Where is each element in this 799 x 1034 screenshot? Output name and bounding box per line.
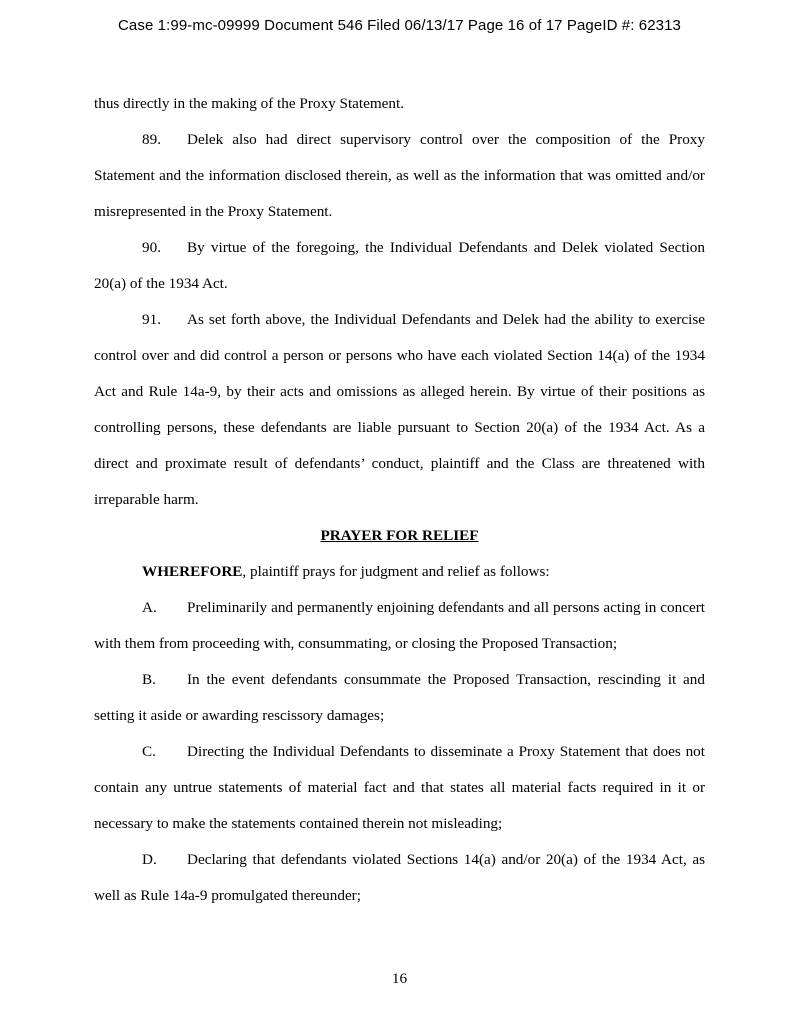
paragraph-number: 90. bbox=[142, 239, 161, 256]
paragraph-text: By virtue of the foregoing, the Individual Defendants and Delek violated Section 20(a) of the 1934 Act. bbox=[94, 239, 705, 292]
relief-letter: D. bbox=[142, 851, 157, 868]
relief-text: Preliminarily and permanently enjoining defendants and all persons acting in concert with them from proceeding with, consummating, or closing the Proposed Transaction; bbox=[94, 599, 705, 652]
relief-item-b bbox=[94, 662, 705, 734]
relief-item-d bbox=[94, 842, 705, 914]
case-header: Case 1:99-mc-09999 Document 546 Filed 06/13/17 Page 16 of 17 PageID #: 62313 bbox=[118, 17, 681, 34]
paragraph-89 bbox=[94, 122, 705, 230]
relief-letter: A. bbox=[142, 599, 157, 616]
paragraph-number: 89. bbox=[142, 131, 161, 148]
paragraph-continuation: thus directly in the making of the Proxy Statement. bbox=[94, 95, 405, 112]
relief-letter: C. bbox=[142, 743, 156, 760]
paragraph-text: Delek also had direct supervisory control over the composition of the Proxy Statement and the information disclosed therein, as well as the information that was omitted and/or misrepresented in the Proxy Statement. bbox=[94, 131, 705, 220]
paragraph-91 bbox=[94, 302, 705, 518]
section-heading: PRAYER FOR RELIEF bbox=[320, 527, 479, 544]
relief-text: Directing the Individual Defendants to disseminate a Proxy Statement that does not contain any untrue statements of material fact and that states all material facts required in it or necessary to make the statements contained therein not misleading; bbox=[94, 743, 705, 832]
paragraph-90 bbox=[94, 230, 705, 302]
intro-bold: WHEREFORE bbox=[142, 563, 243, 580]
paragraph-text: As set forth above, the Individual Defendants and Delek had the ability to exercise control over and did control a person or persons who have each violated Section 14(a) of the 1934 Act and Rule 14a-9, by their acts and omissions as alleged herein. By virtue of their positions as controlling persons, these defendants are liable pursuant to Section 20(a) of the 1934 Act. As a direct and proximate result of defendants’ conduct, plaintiff and the Class are threatened with irreparable harm. bbox=[94, 311, 705, 508]
relief-text: In the event defendants consummate the Proposed Transaction, rescinding it and setting it aside or awarding rescissory damages; bbox=[94, 671, 705, 724]
paragraph-number: 91. bbox=[142, 311, 161, 328]
relief-item-c bbox=[94, 734, 705, 842]
prayer-intro bbox=[94, 554, 705, 590]
page-number: 16 bbox=[391, 970, 408, 987]
relief-item-a bbox=[94, 590, 705, 662]
document-body bbox=[94, 86, 705, 914]
intro-text: , plaintiff prays for judgment and relief as follows: bbox=[242, 563, 550, 580]
relief-letter: B. bbox=[142, 671, 156, 688]
relief-text: Declaring that defendants violated Sections 14(a) and/or 20(a) of the 1934 Act, as well as Rule 14a-9 promulgated thereunder; bbox=[94, 851, 705, 904]
